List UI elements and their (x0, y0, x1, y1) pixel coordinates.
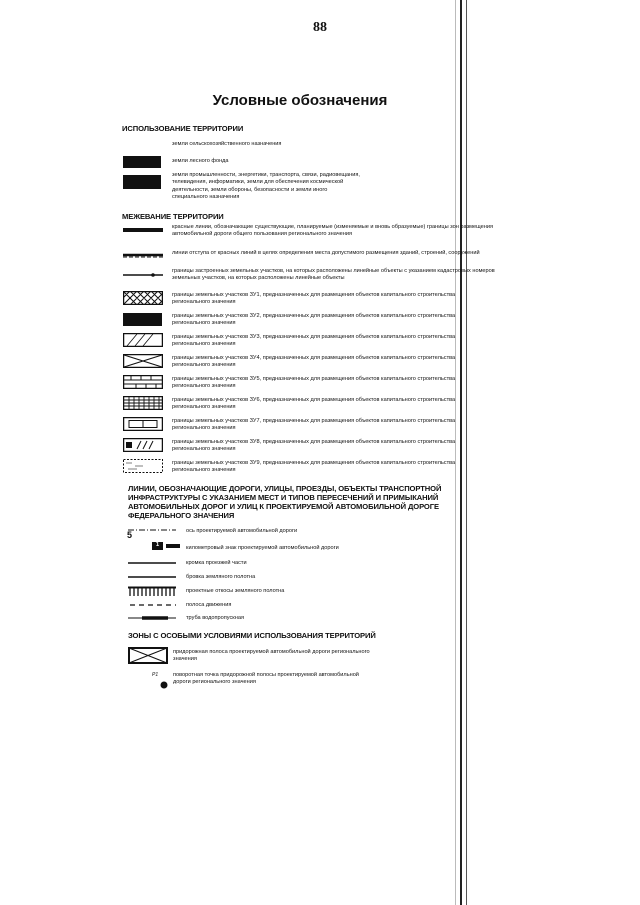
setback-line-icon (123, 250, 163, 260)
subgrade-edge-icon (128, 573, 178, 581)
traffic-lane-icon (128, 601, 178, 609)
plot-zu6-pattern-icon (123, 396, 163, 410)
turn-point-label: Р1 (152, 672, 159, 678)
legend-text-zu2: границы земельных участков ЗУ2, предназначенных для размещения объектов капитального строительства регионального значения (172, 313, 456, 327)
road-axis-icon (128, 526, 178, 540)
legend-text-industry: земли промышленности, энергетики, транспорта, связи, радиовещания, телевидения, информатики, земли для обеспечения космической деятельности, земли обороны, безопасности и земли иного специального назначения (172, 172, 360, 201)
plot-zu4-pattern-icon (123, 354, 163, 368)
plot-zu3-pattern-icon (123, 333, 163, 347)
slopes-icon (128, 586, 178, 598)
legend-text-kilometer-sign: километровый знак проектируемой автомобильной дороги (186, 545, 339, 551)
kilometer-sign-digit: 1 (155, 542, 160, 548)
section-heading-special-zones: ЗОНЫ С ОСОБЫМИ УСЛОВИЯМИ ИСПОЛЬЗОВАНИЯ ТЕРРИТОРИЙ (128, 631, 376, 640)
legend-text-zu1: границы земельных участков ЗУ1, предназначенных для размещения объектов капитального строительства регионального значения (172, 292, 456, 306)
legend-text-slopes: проектные откосы земляного полотна (186, 588, 285, 594)
legend-swatch-forest (123, 156, 161, 168)
plot-zu1-pattern-icon (123, 291, 163, 305)
red-line-icon (123, 225, 163, 235)
built-plot-boundary-icon (123, 270, 163, 280)
section-heading-land-use: ИСПОЛЬЗОВАНИЕ ТЕРРИТОРИИ (122, 124, 244, 133)
culvert-icon (128, 614, 178, 622)
legend-text-red-lines: красные линии, обозначающие существующие, планируемые (изменяемые и вновь образуемые) границы зон размещения автомобильной дороги общего пользования регионального значения (172, 224, 493, 238)
legend-text-zu8: границы земельных участков ЗУ8, предназначенных для размещения объектов капитального строительства регионального значения (172, 439, 456, 453)
section-heading-roads: ЛИНИИ, ОБОЗНАЧАЮЩИЕ ДОРОГИ, УЛИЦЫ, ПРОЕЗДЫ, ОБЪЕКТЫ ТРАНСПОРТНОЙ ИНФРАСТРУКТУРЫ С УКАЗАНИЕМ МЕСТ И ТИПОВ ПЕРЕСЕЧЕНИЙ И ПРИМЫКАНИЙ АВТОМОБИЛЬНЫХ ДОРОГ И УЛИЦ К ПРОЕКТИРУЕМОЙ АВТОМОБИЛЬНОЙ ДОРОГЕ ФЕДЕРАЛЬНОГО ЗНАЧЕНИЯ (128, 484, 442, 520)
legend-text-forest: земли лесного фонда (172, 158, 229, 164)
page-title: Условные обозначения (212, 92, 388, 109)
carriageway-edge-icon (128, 559, 178, 567)
legend-text-carriageway-edge: кромка проезжей части (186, 560, 247, 566)
legend-text-built-plots: границы застроенных земельных участков, на которых расположены линейные объекты с указанием кадастровых номеров земельных участков, на которых расположены линейные объекты (172, 268, 495, 282)
legend-text-zu4: границы земельных участков ЗУ4, предназначенных для размещения объектов капитального строительства регионального значения (172, 355, 456, 369)
legend-text-zu6: границы земельных участков ЗУ6, предназначенных для размещения объектов капитального строительства регионального значения (172, 397, 456, 411)
legend-text-zu7: границы земельных участков ЗУ7, предназначенных для размещения объектов капитального строительства регионального значения (172, 418, 456, 432)
plot-zu7-pattern-icon (123, 417, 163, 431)
road-axis-digit: 5 (127, 530, 133, 540)
plot-zu9-pattern-icon (123, 459, 163, 473)
plot-zu2-pattern-icon (123, 313, 162, 326)
legend-text-zu5: границы земельных участков ЗУ5, предназначенных для размещения объектов капитального строительства регионального значения (172, 376, 456, 390)
legend-text-setback: линии отступа от красных линий в целях определения места допустимого размещения зданий, строений, сооружений (172, 250, 480, 256)
legend-text-turn-point: поворотная точка придорожной полосы проектируемой автомобильной дороги регионального значения (173, 672, 359, 686)
roadside-strip-icon (128, 647, 168, 664)
legend-text-subgrade-edge: бровка земляного полотна (186, 574, 256, 580)
legend-text-traffic-lane: полоса движения (186, 602, 232, 608)
legend-text-culvert: труба водопропускная (186, 615, 244, 621)
turn-point-dot-icon (160, 681, 168, 689)
plot-zu8-pattern-icon (123, 438, 163, 452)
legend-text-zu9: границы земельных участков ЗУ9, предназначенных для размещения объектов капитального строительства регионального значения (172, 460, 456, 474)
legend-text-roadside-strip: придорожная полоса проектируемой автомобильной дороги регионального значения (173, 649, 370, 663)
legend-swatch-industry (123, 175, 161, 189)
legend-text-zu3: границы земельных участков ЗУ3, предназначенных для размещения объектов капитального строительства регионального значения (172, 334, 456, 348)
page-number: 88 (313, 20, 327, 35)
legend-text-road-axis: ось проектируемой автомобильной дороги (186, 528, 298, 534)
plot-zu5-pattern-icon (123, 375, 163, 389)
section-heading-surveying: МЕЖЕВАНИЕ ТЕРРИТОРИИ (122, 212, 224, 221)
legend-text-agricultural: земли сельскохозяйственного назначения (172, 141, 282, 147)
